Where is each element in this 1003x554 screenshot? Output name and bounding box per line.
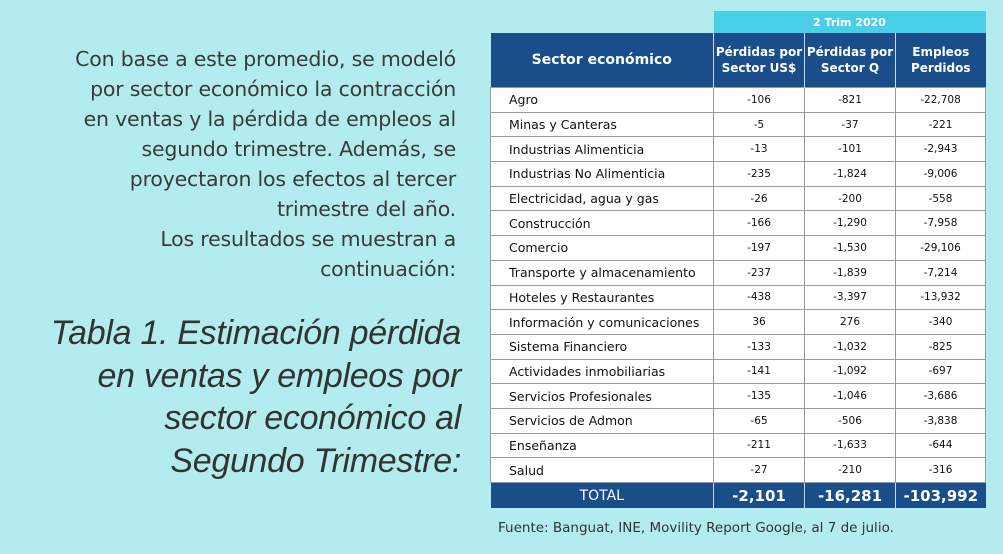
table-row xyxy=(491,334,986,359)
sector-cell: Sistema Financiero xyxy=(491,334,714,359)
table-row xyxy=(491,186,986,211)
sector-cell: Servicios de Admon xyxy=(491,408,714,433)
table-row xyxy=(491,112,986,137)
intro-line: en ventas y la pérdida de empleos al xyxy=(83,107,456,131)
jobs-lost-cell: -29,106 xyxy=(896,236,986,261)
losses-q-cell: -506 xyxy=(805,408,896,433)
losses-usd-cell: -133 xyxy=(714,334,805,359)
table-row xyxy=(491,408,986,433)
losses-usd-cell: -13 xyxy=(714,137,805,162)
sector-cell: Enseñanza xyxy=(491,433,714,458)
losses-usd-cell: -65 xyxy=(714,408,805,433)
losses-usd-cell: -197 xyxy=(714,236,805,261)
losses-q-cell: -1,046 xyxy=(805,384,896,409)
losses-q-cell: -1,530 xyxy=(805,236,896,261)
table-body xyxy=(491,88,986,483)
losses-q-cell: 276 xyxy=(805,310,896,335)
header-line: Sector US$ xyxy=(721,61,797,75)
table-row xyxy=(491,137,986,162)
sector-cell: Industrias No Alimenticia xyxy=(491,162,714,187)
losses-usd-cell: -166 xyxy=(714,211,805,236)
header-line: Sector Q xyxy=(820,61,880,75)
intro-line: segundo trimestre. Además, se xyxy=(141,137,456,161)
table-row xyxy=(491,384,986,409)
intro-line: continuación: xyxy=(320,257,456,281)
header-row xyxy=(491,33,986,88)
jobs-lost-cell: -316 xyxy=(896,458,986,483)
period-spacer xyxy=(491,11,714,33)
header-losses-q xyxy=(805,33,896,88)
period-label: 2 Trim 2020 xyxy=(714,11,986,33)
losses-q-cell: -1,092 xyxy=(805,359,896,384)
table-row xyxy=(491,260,986,285)
total-q: -16,281 xyxy=(805,483,896,509)
intro-line: Con base a este promedio, se modeló xyxy=(75,47,456,71)
intro-line: Los resultados se muestran a xyxy=(160,227,456,251)
sector-cell: Actividades inmobiliarias xyxy=(491,359,714,384)
jobs-lost-cell: -9,006 xyxy=(896,162,986,187)
losses-usd-cell: -5 xyxy=(714,112,805,137)
sector-cell: Comercio xyxy=(491,236,714,261)
jobs-lost-cell: -3,838 xyxy=(896,408,986,433)
sector-cell: Transporte y almacenamiento xyxy=(491,260,714,285)
sector-cell: Salud xyxy=(491,458,714,483)
caption-line: Segundo Trimestre: xyxy=(170,441,461,480)
jobs-lost-cell: -221 xyxy=(896,112,986,137)
losses-usd-cell: -141 xyxy=(714,359,805,384)
jobs-lost-cell: -825 xyxy=(896,334,986,359)
losses-usd-cell: 36 xyxy=(714,310,805,335)
jobs-lost-cell: -22,708 xyxy=(896,88,986,113)
jobs-lost-cell: -644 xyxy=(896,433,986,458)
header-jobs-lost xyxy=(896,33,986,88)
sector-cell: Construcción xyxy=(491,211,714,236)
table-row xyxy=(491,162,986,187)
sector-cell: Información y comunicaciones xyxy=(491,310,714,335)
sector-cell: Hoteles y Restaurantes xyxy=(491,285,714,310)
jobs-lost-cell: -558 xyxy=(896,186,986,211)
losses-q-cell: -210 xyxy=(805,458,896,483)
table-row xyxy=(491,285,986,310)
losses-usd-cell: -27 xyxy=(714,458,805,483)
header-losses-usd xyxy=(714,33,805,88)
losses-q-cell: -821 xyxy=(805,88,896,113)
header-line: Pérdidas por xyxy=(806,45,894,59)
losses-usd-cell: -438 xyxy=(714,285,805,310)
jobs-lost-cell: -13,932 xyxy=(896,285,986,310)
losses-usd-cell: -237 xyxy=(714,260,805,285)
jobs-lost-cell: -2,943 xyxy=(896,137,986,162)
total-usd: -2,101 xyxy=(714,483,805,509)
losses-usd-cell: -135 xyxy=(714,384,805,409)
period-row xyxy=(491,11,986,33)
jobs-lost-cell: -340 xyxy=(896,310,986,335)
intro-line: proyectaron los efectos al tercer xyxy=(129,167,456,191)
total-jobs: -103,992 xyxy=(896,483,986,509)
losses-q-cell: -1,032 xyxy=(805,334,896,359)
header-sector: Sector económico xyxy=(491,33,714,88)
table-row xyxy=(491,359,986,384)
table-row xyxy=(491,433,986,458)
intro-line: por sector económico la contracción xyxy=(90,77,456,101)
intro-line: trimestre del año. xyxy=(276,197,456,221)
table-row xyxy=(491,310,986,335)
losses-q-cell: -1,839 xyxy=(805,260,896,285)
sector-cell: Industrias Alimenticia xyxy=(491,137,714,162)
jobs-lost-cell: -3,686 xyxy=(896,384,986,409)
sector-cell: Minas y Canteras xyxy=(491,112,714,137)
table-row xyxy=(491,236,986,261)
total-label: TOTAL xyxy=(491,483,714,509)
jobs-lost-cell: -7,214 xyxy=(896,260,986,285)
losses-q-cell: -101 xyxy=(805,137,896,162)
header-line: Empleos xyxy=(912,45,970,59)
jobs-lost-cell: -697 xyxy=(896,359,986,384)
table-row xyxy=(491,458,986,483)
caption-line: sector económico al xyxy=(164,399,461,437)
sector-cell: Electricidad, agua y gas xyxy=(491,186,714,211)
caption-line: en ventas y empleos por xyxy=(97,356,461,395)
table-row xyxy=(491,88,986,113)
source-note: Fuente: Banguat, INE, Movility Report Google, al 7 de julio. xyxy=(498,520,894,536)
header-line: Perdidos xyxy=(910,61,971,75)
caption-line: Tabla 1. Estimación pérdida xyxy=(50,314,461,352)
sector-cell: Servicios Profesionales xyxy=(491,384,714,409)
losses-usd-cell: -235 xyxy=(714,162,805,187)
losses-q-cell: -1,633 xyxy=(805,433,896,458)
losses-q-cell: -1,824 xyxy=(805,162,896,187)
jobs-lost-cell: -7,958 xyxy=(896,211,986,236)
losses-usd-cell: -106 xyxy=(714,88,805,113)
losses-q-cell: -37 xyxy=(805,112,896,137)
losses-table xyxy=(490,11,986,508)
losses-q-cell: -200 xyxy=(805,186,896,211)
total-row xyxy=(491,483,986,509)
intro-paragraph xyxy=(0,44,456,284)
header-line: Pérdidas por xyxy=(715,45,803,59)
table-caption xyxy=(0,312,461,482)
losses-q-cell: -1,290 xyxy=(805,211,896,236)
table-row xyxy=(491,211,986,236)
losses-q-cell: -3,397 xyxy=(805,285,896,310)
losses-usd-cell: -211 xyxy=(714,433,805,458)
sector-cell: Agro xyxy=(491,88,714,113)
losses-usd-cell: -26 xyxy=(714,186,805,211)
